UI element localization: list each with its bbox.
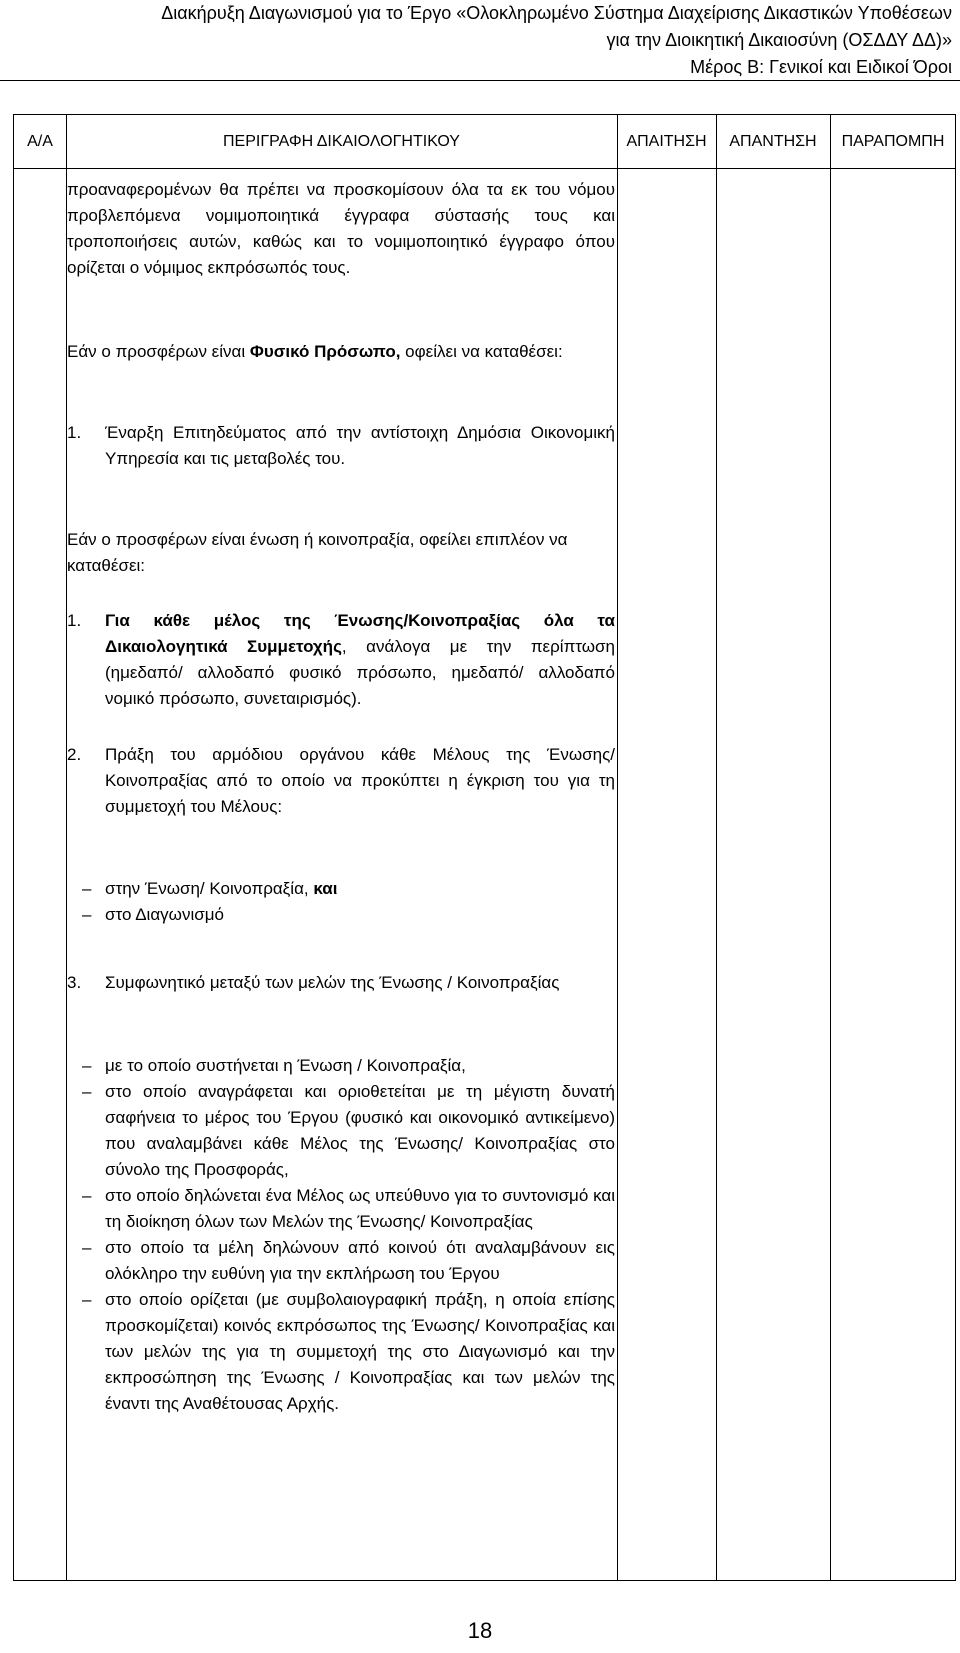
header-part-line: Μέρος Β: Γενικοί και Ειδικοί Όροι: [690, 57, 952, 77]
natural-person-term: Φυσικό Πρόσωπο,: [249, 342, 401, 361]
dash-marker: –: [82, 1082, 92, 1101]
document-header: [161, 0, 952, 81]
header-row-divider: [14, 168, 955, 169]
item-text: Έναρξη Επιτηδεύματος από την αντίστοιχη Δημόσια Οικονομική Υπηρεσία και τις μεταβολές του.: [105, 423, 615, 468]
item-number: 2.: [67, 745, 82, 764]
column-divider: [617, 115, 618, 1580]
list-item-text: στο οποίο τα μέλη δηλώνουν από κοινού ότι αναλαμβάνουν εις ολόκληρο την ευθύνη για την εκπλήρωση του Έργου: [105, 1238, 615, 1283]
numbered-item: [67, 742, 615, 820]
column-header-aa: Α/Α: [27, 133, 53, 150]
list-item-text: στο οποίο δηλώνεται ένα Μέλος ως υπεύθυνο για το συντονισμό και τη διοίκηση όλων των Μελών της Ένωσης/ Κοινοπραξίας: [105, 1186, 615, 1231]
natural-person-intro: Εάν ο προσφέρων είναι: [67, 342, 250, 361]
item-number: 1.: [67, 423, 82, 442]
numbered-item: [67, 608, 615, 712]
agreement-dash-list: [67, 1053, 615, 1417]
paragraph-legal-documents: προαναφερομένων θα πρέπει να προσκομίσουν όλα τα εκ του νόμου προβλεπόμενα νομιμοποιητικά έγγραφα σύστασής τους και τροποποιήσεις αυτών, καθώς και το νομιμοποιητικό έγγραφο όπου ορίζεται ο νόμιμος εκπρόσωπός τους.: [67, 180, 615, 277]
list-item-text: στην Ένωση/ Κοινοπραξία,: [105, 879, 314, 898]
item-text-bold: Για κάθε μέλος της Ένωσης/Κοινοπραξίας όλα τα Δικαιολογητικά Συμμετοχής: [105, 611, 615, 656]
list-item-text: στο Διαγωνισμό: [105, 905, 224, 924]
list-item: [67, 1053, 615, 1079]
column-header-reference: ΠΑΡΑΠΟΜΠΗ: [841, 133, 945, 150]
column-header-answer: ΑΠΑΝΤΗΣΗ: [729, 133, 817, 150]
header-title-line-2: για την Διοικητική Δικαιοσύνη (ΟΣΔΔΥ ΔΔ)»: [606, 30, 952, 50]
header-rule: [0, 80, 960, 81]
item-text: Πράξη του αρμόδιου οργάνου κάθε Μέλους της Ένωσης/ Κοινοπραξίας από το οποίο να προκύπτει η έγκριση του για τη συμμετοχή του Μέλους:: [105, 745, 615, 816]
dash-marker: –: [82, 1290, 92, 1309]
natural-person-outro: οφείλει να καταθέσει:: [400, 342, 563, 361]
list-item-text: στο οποίο ορίζεται (με συμβολαιογραφική πράξη, η οποία επίσης προσκομίζεται) κοινός εκπρόσωπος της Ένωσης/ Κοινοπραξίας και των μελών της για τη συμμετοχή της στο Διαγωνισμό και την εκπροσώπηση της Ένωσης / Κοινοπραξίας και των μελών της έναντι της Αναθέτουσας Αρχής.: [105, 1290, 615, 1413]
column-header-requirement: ΑΠΑΙΤΗΣΗ: [626, 133, 707, 150]
list-item: [67, 876, 615, 902]
header-title-line-1: Διακήρυξη Διαγωνισμού για το Έργο «Ολοκληρωμένο Σύστημα Διαχείρισης Δικαστικών Υποθέσεων: [161, 3, 952, 23]
list-item: [67, 1183, 615, 1235]
dash-marker: –: [82, 879, 92, 898]
list-item: [67, 902, 615, 928]
list-item: [67, 1079, 615, 1183]
numbered-item: [67, 970, 615, 996]
column-header-description: ΠΕΡΙΓΡΑΦΗ ΔΙΚΑΙΟΛΟΓΗΤΙΚΟΥ: [223, 133, 460, 150]
column-divider: [716, 115, 717, 1580]
dash-marker: –: [82, 1186, 92, 1205]
dash-marker: –: [82, 905, 92, 924]
item-text: , ανάλογα με την περίπτωση (ημεδαπό/ αλλοδαπό φυσικό πρόσωπο, ημεδαπό/ αλλοδαπό νομικό πρόσωπο, συνεταιρισμός).: [105, 637, 615, 708]
item-text: Συμφωνητικό μεταξύ των μελών της Ένωσης / Κοινοπραξίας: [105, 973, 560, 992]
list-item: [67, 1287, 615, 1417]
paragraph-natural-person: [67, 339, 615, 365]
column-divider: [830, 115, 831, 1580]
dash-marker: –: [82, 1238, 92, 1257]
numbered-item: [67, 420, 615, 472]
list-item-bold: και: [313, 879, 338, 898]
dash-list: [67, 876, 615, 928]
page-number: 18: [467, 1618, 493, 1643]
item-number: 1.: [67, 611, 82, 630]
list-item-text: με το οποίο συστήνεται η Ένωση / Κοινοπραξία,: [105, 1056, 466, 1075]
list-item-text: στο οποίο αναγράφεται και οριοθετείται με τη μέγιστη δυνατή σαφήνεια το μέρος του Έργου (φυσικό και οικονομικό αντικείμενο) που αναλαμβάνει κάθε Μέλος της Ένωσης/ Κοινοπραξίας στο σύνολο της Προσφοράς,: [105, 1082, 615, 1179]
paragraph-joint-venture: Εάν ο προσφέρων είναι ένωση ή κοινοπραξία, οφείλει επιπλέον να καταθέσει:: [67, 530, 568, 575]
item-number: 3.: [67, 973, 82, 992]
dash-marker: –: [82, 1056, 92, 1075]
list-item: [67, 1235, 615, 1287]
